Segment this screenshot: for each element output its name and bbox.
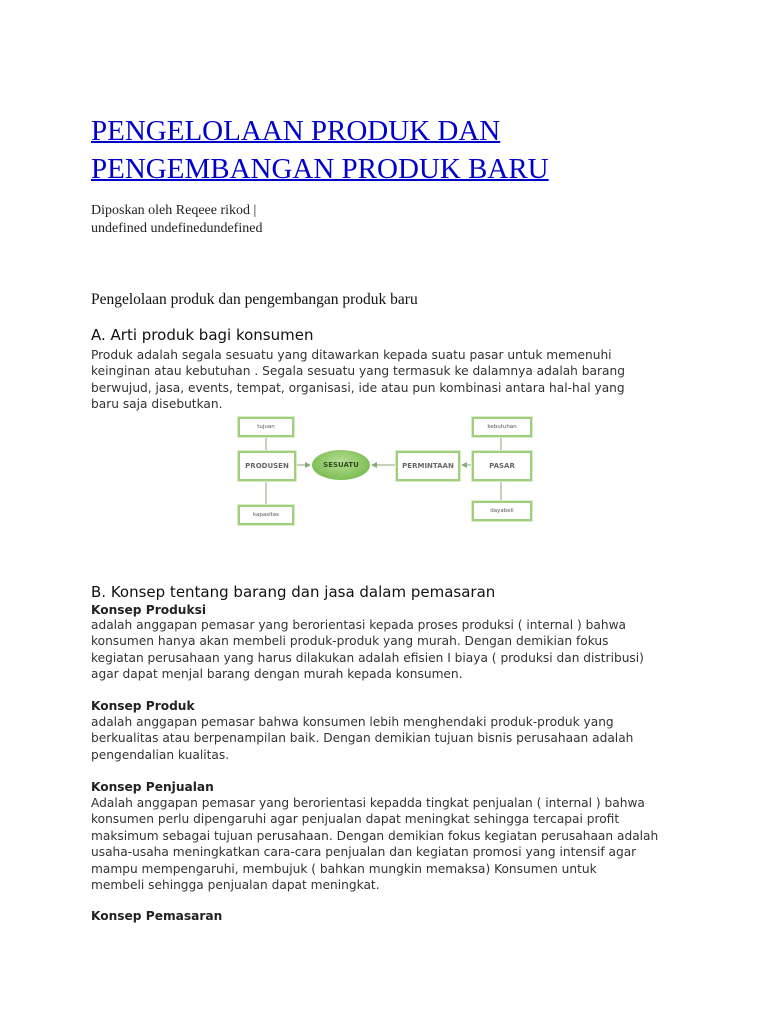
konsep-penjualan-paragraph <box>91 795 691 893</box>
post-title-line-2[interactable]: PENGEMBANGAN PRODUK BARU <box>91 153 549 185</box>
diagram-box-pasar: PASAR <box>472 451 532 481</box>
paragraph-line: berkualitas atau berpenampilan baik. Dengan demikian tujuan bisnis perusahaan adalah <box>91 731 634 746</box>
paragraph-line: Adalah anggapan pemasar yang berorientasi kepadda tingkat penjualan ( internal ) bahwa <box>91 796 645 810</box>
section-a-heading: A. Arti produk bagi konsumen <box>91 326 314 344</box>
konsep-produk-title: Konsep Produk <box>91 699 195 713</box>
section-b-heading: B. Konsep tentang barang dan jasa dalam pemasaran <box>91 583 496 601</box>
diagram-box-tujuan: tujuan <box>238 417 294 437</box>
diagram-box-permintaan: PERMINTAAN <box>396 451 460 481</box>
konsep-produksi-title: Konsep Produksi <box>91 603 207 617</box>
paragraph-line: baru saja disebutkan. <box>91 397 223 412</box>
post-byline <box>91 202 262 238</box>
paragraph-line: kegiatan perusahaan yang harus dilakukan adalah efisien I biaya ( produksi dan distribusi) <box>91 650 644 665</box>
diagram-box-dayabeli: dayabeli <box>472 501 532 521</box>
post-title-line-1[interactable]: PENGELOLAAN PRODUK DAN <box>91 115 501 147</box>
post-subheading: Pengelolaan produk dan pengembangan produk baru <box>91 291 418 308</box>
paragraph-line: adalah anggapan pemasar bahwa konsumen lebih menghendaki produk-produk yang <box>91 715 614 729</box>
konsep-penjualan-title: Konsep Penjualan <box>91 780 214 794</box>
byline-labels: undefined undefinedundefined <box>91 221 263 236</box>
diagram-box-produsen: PRODUSEN <box>238 451 296 481</box>
paragraph-line: membeli sehingga penjualan dapat meningkat. <box>91 878 380 893</box>
konsep-produk-paragraph <box>91 714 691 763</box>
paragraph-line: konsumen hanya akan membeli produk-produk yang murah. Dengan demikian fokus <box>91 634 609 649</box>
diagram-box-kapasitas: kapasitas <box>238 505 294 525</box>
paragraph-line: konsumen perlu dipengaruhi agar penjualan dapat meningkat sehingga tercapai profit <box>91 812 620 827</box>
post-title-link[interactable] <box>91 112 731 188</box>
product-diagram <box>236 415 536 530</box>
paragraph-line: Produk adalah segala sesuatu yang ditawarkan kepada suatu pasar untuk memenuhi <box>91 348 612 362</box>
paragraph-line: berwujud, jasa, events, tempat, organisasi, ide atau pun kombinasi antara hal-hal yang <box>91 380 625 395</box>
byline-author: Diposkan oleh Reqeee rikod | <box>91 203 257 218</box>
paragraph-line: adalah anggapan pemasar yang berorientasi kepada proses produksi ( internal ) bahwa <box>91 618 626 632</box>
konsep-produksi-paragraph <box>91 617 691 683</box>
diagram-oval-sesuatu: SESUATU <box>312 450 370 480</box>
konsep-pemasaran-title: Konsep Pemasaran <box>91 909 223 923</box>
diagram-box-kebutuhan: kebutuhan <box>472 417 532 437</box>
section-a-paragraph <box>91 347 691 413</box>
paragraph-line: agar dapat menjal barang dengan murah kepada konsumen. <box>91 667 463 682</box>
paragraph-line: usaha-usaha meningkatkan cara-cara penjualan dan kegiatan promosi yang intensif agar <box>91 845 637 860</box>
paragraph-line: maksimum sebagai tujuan perusahaan. Dengan demikian fokus kegiatan perusahaan adalah <box>91 828 659 843</box>
paragraph-line: keinginan atau kebutuhan . Segala sesuatu yang termasuk ke dalamnya adalah barang <box>91 364 625 379</box>
paragraph-line: mampu mempengaruhi, membujuk ( bahkan mungkin memaksa) Konsumen untuk <box>91 861 597 876</box>
paragraph-line: pengendalian kualitas. <box>91 747 230 762</box>
